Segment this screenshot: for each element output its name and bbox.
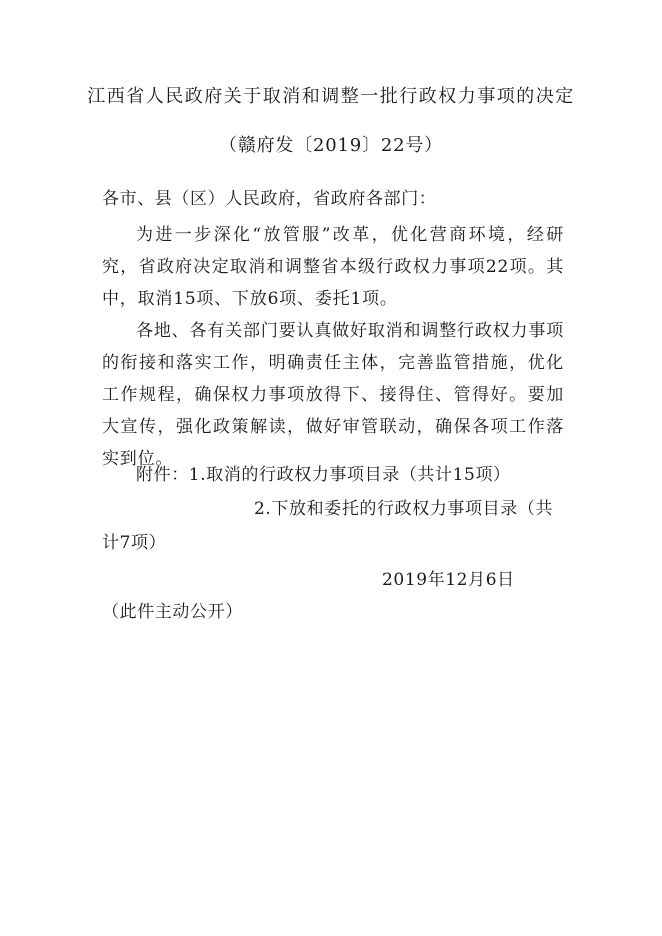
attachment-2-line-2: 计7项） xyxy=(102,533,167,553)
issue-date: 2019年12月6日 xyxy=(382,570,515,590)
addressee: 各市、县（区）人民政府，省政府各部门： xyxy=(102,189,437,209)
document-number: （赣府发〔2019〕22号） xyxy=(219,135,443,156)
disclosure-note: （此件主动公开） xyxy=(102,602,243,622)
paragraph-1: 为进一步深化“放管服”改革，优化营商环境，经研究，省政府决定取消和调整省本级行政权力事项22项。其中，取消15项、下放6项、委托1项。 xyxy=(102,225,564,309)
paragraph-2: 各地、各有关部门要认真做好取消和调整行政权力事项的衔接和落实工作，明确责任主体，完善监管措施，优化工作规程，确保权力事项放得下、接得住、管得好。要加大宣传，强化政策解读，做好审管联动，确保各项工作落实到位。 xyxy=(102,321,564,469)
attachment-1: 附件：1.取消的行政权力事项目录（共计15项） xyxy=(136,465,511,485)
attachment-2-line-1: 2.下放和委托的行政权力事项目录（共 xyxy=(254,499,554,519)
document-title: 江西省人民政府关于取消和调整一批行政权力事项的决定 xyxy=(87,86,575,107)
